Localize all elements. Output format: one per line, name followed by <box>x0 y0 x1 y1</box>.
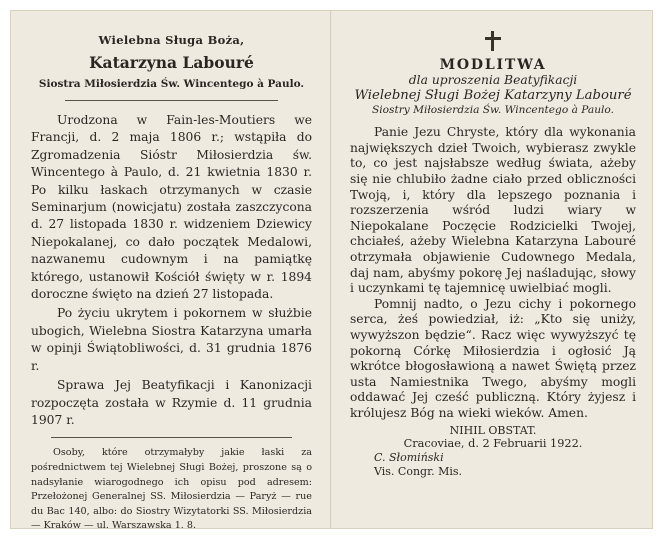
prayer-text <box>350 125 636 421</box>
left-subtitle: Siostra Miłosierdzia Św. Wincentego à Paulo. <box>38 78 305 90</box>
signature-block <box>374 451 636 479</box>
prayer-paragraph: Panie Jezu Chryste, który dla wykonania największych dzieł Twoich, wybierasz zwykle to, co jest najsłabsze według świata, ażeby się nie chlubiło żadne ciało przed obliczności Twoją, i, który dla lepszego poznania i rozszerzenia wśród ludzi wiary w Niepokalane Poczęcie Rodzicielki Twojej, chciałeś, ażeby Wielebna Katarzyna Labouré otrzymała objawienie Cudownego Medala, daj nam, abyśmy pokorę Jej naśladując, słowy i uczynkami tę tajemnicę uwielbiać mogli. <box>350 125 636 296</box>
cross-icon <box>484 31 502 51</box>
contact-note: Osoby, które otrzymałyby jakie łaski za pośrednictwem tej Wielebnej Sługi Bożej, proszone są o nadsyłanie wiarogodnego ich opisu pod adresem: Przełożonej Generalnej SS. Miłosierdzia — Paryż — rue du Bac 140, albo: do Siostry Wizytatorki SS. Miłosierdzia — Kraków — ul. Warszawska 1. 8. <box>31 447 312 532</box>
biography <box>31 112 312 429</box>
right-page <box>332 11 652 528</box>
nihil-obstat: NIHIL OBSTAT. <box>449 424 537 438</box>
place-date: Cracoviae, d. 2 Februarii 1922. <box>403 437 583 451</box>
bio-paragraph: Po życiu ukrytem i pokornem w służbie ubogich, Wielebna Siostra Katarzyna umarła w opinji Świątobliwości, d. 31 grudnia 1876 r. <box>31 306 312 373</box>
left-page <box>11 11 330 532</box>
signer-name: C. Słomiński <box>374 451 444 465</box>
saint-name: Katarzyna Labouré <box>89 53 254 72</box>
prayer-paragraph: Pomnij nadto, o Jezu cichy i pokornego serca, żeś powiedział, iż: „Kto się uniży, wywyższon będzie“. Racz więc wywyższyć tę pokorną Córkę Miłosierdzia i ogłosić Ją wkrótce błogosławioną a nawet Świętą przez usta Namiestnika Twego, abyśmy mogli oddawać Jej cześć publiczną. Który żyjesz i królujesz Bóg na wieki wieków. Amen. <box>350 296 636 420</box>
divider <box>65 100 278 101</box>
left-heading: Wielebna Sługa Boża, <box>98 33 245 47</box>
bio-paragraph: Sprawa Jej Beatyfikacji i Kanonizacji rozpoczęta została w Rzymie d. 11 grudnia 1907 r. <box>31 378 312 427</box>
signer-title: Vis. Congr. Mis. <box>374 465 463 479</box>
divider <box>51 437 292 438</box>
bio-paragraph: Urodzona w Fain-les-Moutiers we Francji, d. 2 maja 1806 r.; wstąpiła do Zgromadzenia Sióstr Miłosierdzia św. Wincentego à Paulo, d. 21 kwietnia 1830 r. Po kilku łaskach otrzymanych w czasie Seminarjum (nowicjatu) została zaszczycona d. 27 listopada 1830 r. widzeniem Dziewicy Niepokalanej, co dało początek Medalowi, nazwanemu cudownym i na pamiątkę którego, ustanowił Kościół święty w r. 1894 doroczne święto na dzień 27 listopada. <box>31 113 312 302</box>
prayer-title: MODLITWA <box>439 57 547 73</box>
prayer-subtitle-1: dla uproszenia Beatyfikacji <box>408 73 578 87</box>
prayer-subtitle-2: Wielebnej Sługi Bożej Katarzyny Labouré <box>354 87 632 103</box>
prayer-subtitle-3: Siostry Miłosierdzia Św. Wincentego à Paulo. <box>372 104 614 117</box>
